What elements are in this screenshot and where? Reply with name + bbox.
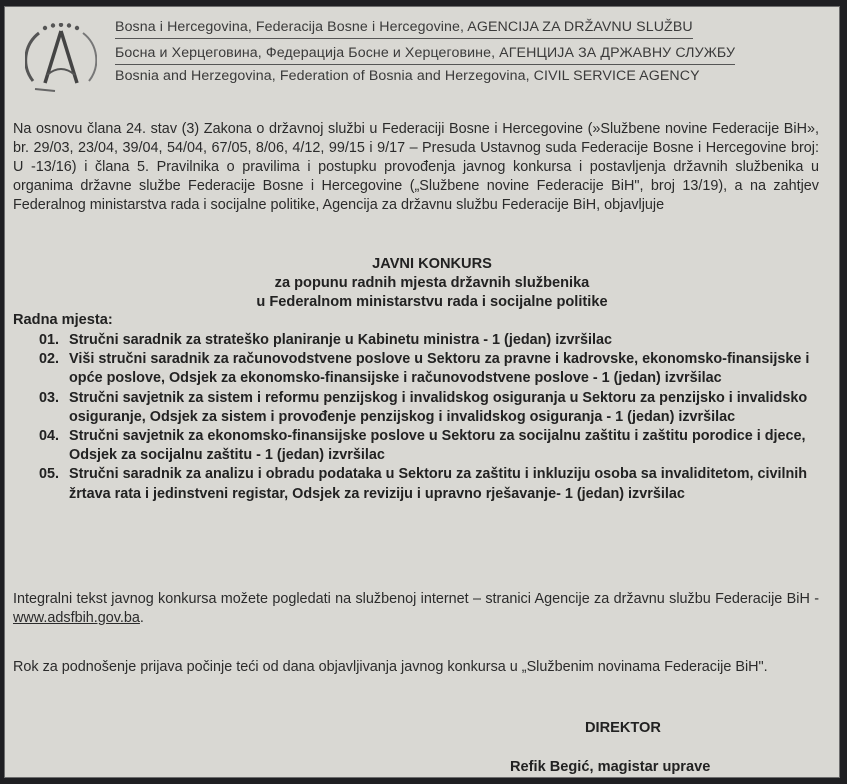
title-line-2: za popunu radnih mjesta državnih službenika — [274, 275, 590, 291]
list-item — [39, 465, 819, 503]
header-line-english: Bosnia and Herzegovina, Federation of Bosnia and Herzegovina, CIVIL SERVICE AGENCY — [115, 68, 700, 84]
agency-logo-icon — [25, 23, 97, 99]
internet-paragraph — [13, 590, 819, 628]
list-item — [39, 350, 819, 388]
signature-title: DIREKTOR — [585, 720, 661, 736]
list-item — [39, 427, 819, 465]
agency-website-link[interactable]: www.adsfbih.gov.ba — [13, 610, 140, 626]
position-number: 05. — [39, 466, 60, 483]
intro-paragraph: Na osnovu člana 24. stav (3) Zakona o državnoj službi u Federaciji Bosne i Hercegovine (»Službene novine Federacije BiH», br. 29/03, 23/04, 39/04, 54/04, 67/05, 8/06, 4/12, 99/15 i 9/17 – Presuda Ustavnog suda Federacije Bosne i Hercegovine broj: U -13/16) i člana 5. Pravilnika o pravilima i postupku provođenja javnog konkursa i postavljenja državnih službenika u organima državne službe Federacije Bosne i Hercegovine („Službene novine Federacije BiH", broj 13/19), a na zahtjev Federalnog ministarstva rada i socijalne politike, Agencija za državnu službu Federacije BiH, objavljuje — [13, 121, 819, 213]
title-line-1: JAVNI KONKURS — [372, 256, 492, 272]
letterhead — [5, 7, 839, 112]
list-item — [39, 389, 819, 427]
position-text: Viši stručni saradnik za računovodstvene poslove u Sektoru za pravne i kadrovske, ekonomsko-finansijske i opće poslove, Odsjek za ekonomsko-finansijske i računovodstvene poslove - 1 (jedan) izvršilac — [69, 351, 810, 387]
header-line-serbian: Босна и Херцеговина, Федерација Босне и Херцеговине, АГЕНЦИЈА ЗА ДРЖАВНУ СЛУЖБУ — [115, 45, 736, 61]
deadline-paragraph: Rok za podnošenje prijava počinje teći od dana objavljivanja javnog konkursa u „Službenim novinama Federacije BiH". — [13, 659, 768, 675]
title-line-3: u Federalnom ministarstvu rada i socijalne politike — [256, 294, 608, 310]
position-text: Stručni saradnik za analizu i obradu podataka u Sektoru za zaštitu i inkluziju osoba sa invaliditetom, civilnih žrtava rata i jedinstveni registar, Odsjek za reviziju i upravno rješavanje- 1 (jedan) izvršilac — [69, 466, 808, 502]
position-number: 04. — [39, 428, 60, 445]
signature-name: Refik Begić, magistar uprave — [510, 759, 711, 775]
position-text: Stručni saradnik za strateško planiranje u Kabinetu ministra - 1 (jedan) izvršilac — [69, 332, 613, 348]
positions-label: Radna mjesta: — [13, 312, 113, 328]
position-number: 03. — [39, 389, 60, 406]
internet-paragraph-text: Integralni tekst javnog konkursa možete pogledati na službenoj internet – stranici Agencije za državnu službu Federacije BiH - — [13, 591, 819, 607]
document-page — [4, 6, 840, 778]
internet-paragraph-end: . — [139, 610, 144, 626]
position-number: 01. — [39, 332, 60, 348]
header-line-bosnian: Bosna i Hercegovina, Federacija Bosne i Hercegovine, AGENCIJA ZA DRŽAVNU SLUŽBU — [115, 19, 693, 35]
positions-list — [39, 331, 819, 504]
position-text: Stručni savjetnik za sistem i reformu penzijskog i invalidskog osiguranja u Sektoru za penzijsko i invalidsko osiguranje, Odsjek za sistem i provođenje penzijskog i invalidskog osiguranja - 1 (jedan) izvršilac — [69, 389, 808, 425]
list-item — [39, 331, 819, 350]
position-number: 02. — [39, 351, 60, 368]
position-text: Stručni savjetnik za ekonomsko-finansijske poslove u Sektoru za socijalnu zaštitu i zaštitu porodice i djece, Odsjek za socijalnu zaštitu - 1 (jedan) izvršilac — [69, 428, 806, 464]
announcement-title — [5, 255, 839, 312]
